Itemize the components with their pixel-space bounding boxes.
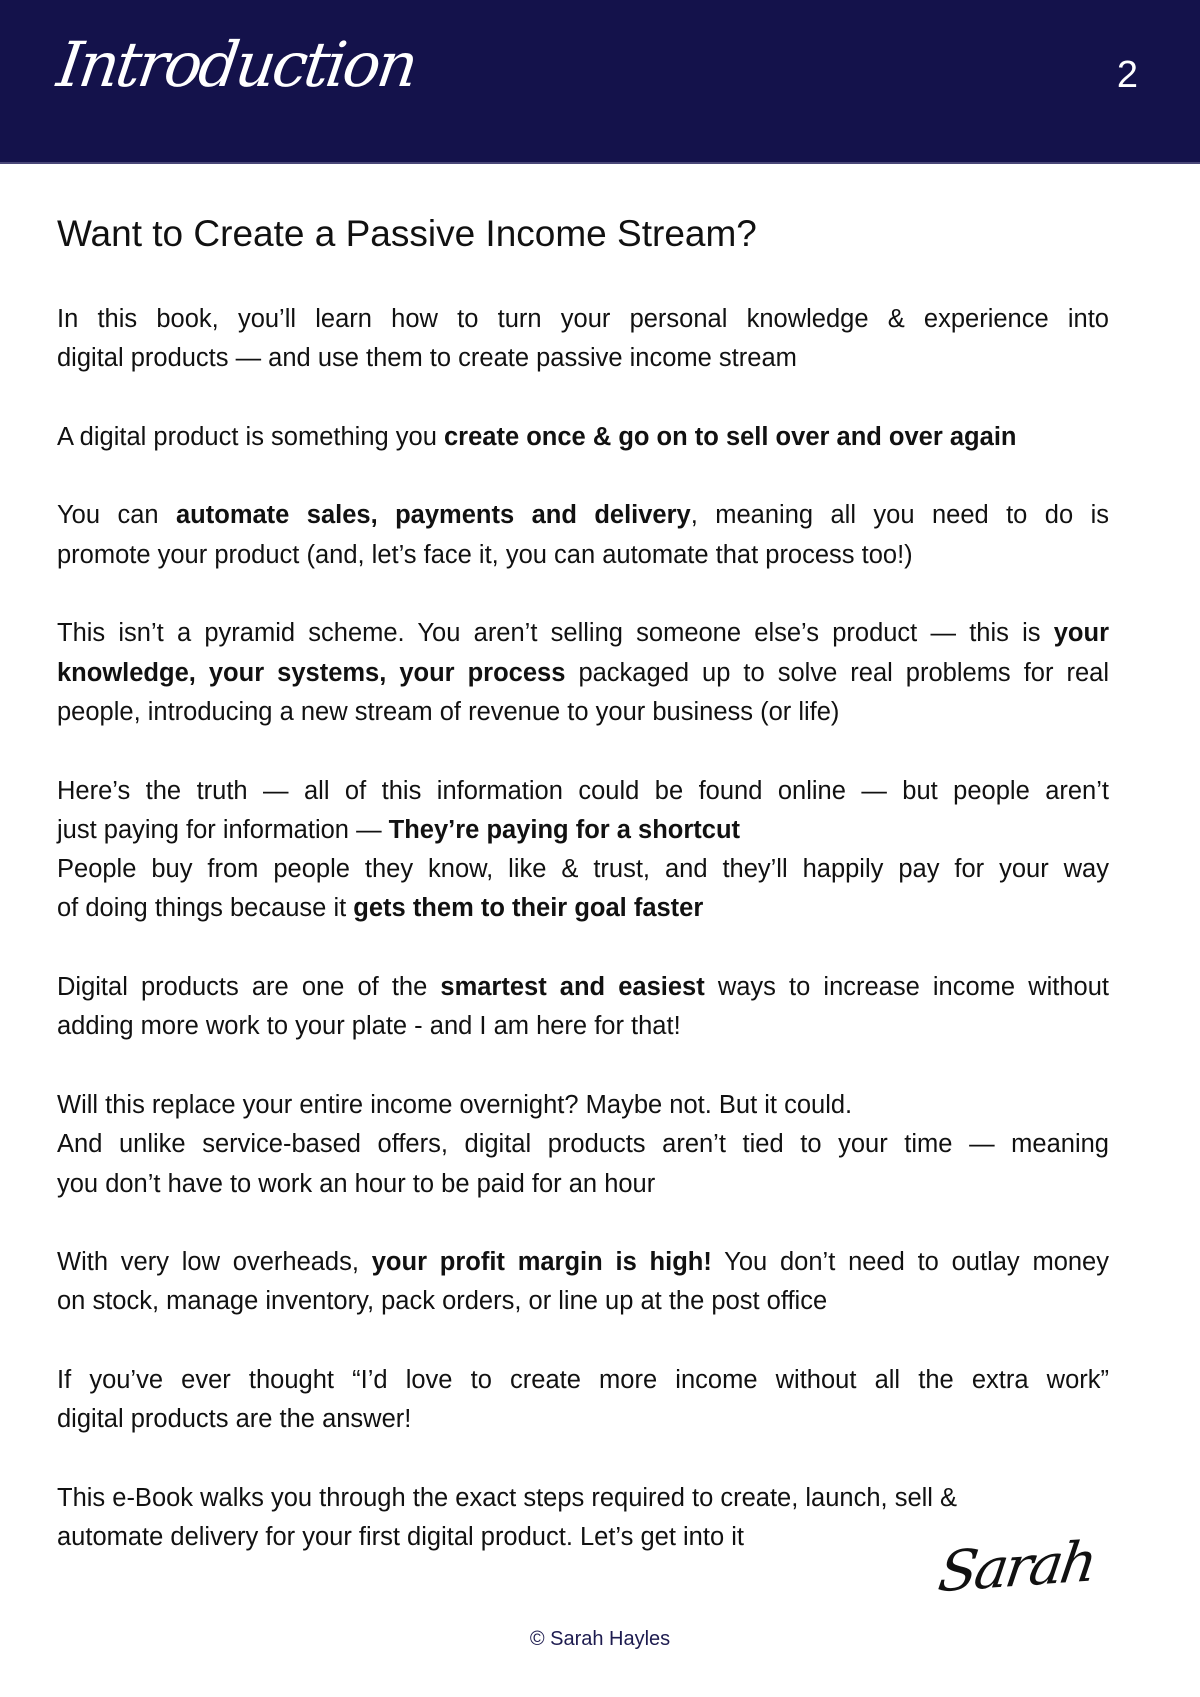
copyright-footer: © Sarah Hayles bbox=[529, 1628, 671, 1650]
body-text: you don’t have to work an hour to be paid for an hour bbox=[57, 1169, 656, 1198]
text-line bbox=[57, 654, 1109, 693]
body-text: digital products are the answer! bbox=[57, 1405, 412, 1434]
text-line bbox=[57, 1400, 1109, 1439]
emphasis-text: smartest and easiest bbox=[440, 973, 705, 1002]
text-line bbox=[57, 772, 1109, 811]
body-text: of doing things because it bbox=[57, 894, 354, 923]
page-heading: Want to Create a Passive Income Stream? bbox=[57, 213, 757, 254]
text-line bbox=[57, 1361, 1109, 1400]
text-line bbox=[57, 300, 1109, 339]
page-header bbox=[0, 0, 1200, 164]
text-line bbox=[57, 614, 1109, 653]
body-text: In this book, you’ll learn how to turn your personal knowledge & experience into bbox=[57, 305, 1109, 333]
body-text: packaged up to solve real problems for real bbox=[565, 658, 1109, 687]
body-paragraph bbox=[57, 1361, 1109, 1440]
text-line bbox=[57, 1243, 1109, 1282]
page-content bbox=[57, 208, 1109, 1597]
emphasis-text: gets them to their goal faster bbox=[353, 894, 704, 923]
body-text: And unlike service-based offers, digital products aren’t tied to your time — meaning bbox=[57, 1130, 1109, 1159]
body-text: You don’t need to outlay money bbox=[711, 1248, 1109, 1277]
body-text: just paying for information — bbox=[57, 815, 389, 844]
body-text: automate delivery for your first digital product. Let’s get into it bbox=[57, 1523, 744, 1552]
page-number: 2 bbox=[1116, 54, 1138, 96]
body-paragraph bbox=[57, 968, 1109, 1047]
emphasis-text: They’re paying for a shortcut bbox=[388, 815, 741, 844]
text-line bbox=[57, 889, 1109, 928]
body-text: People buy from people they know, like & trust, and they’ll happily pay for your way bbox=[57, 855, 1109, 884]
body-text: promote your product (and, let’s face it, you can automate that process too!) bbox=[57, 540, 913, 569]
body-text: A digital product is something you bbox=[57, 422, 444, 451]
emphasis-text: knowledge, your systems, your process bbox=[57, 658, 566, 687]
text-line bbox=[57, 496, 1109, 535]
text-line bbox=[57, 1007, 1109, 1046]
body-paragraph bbox=[57, 772, 1109, 929]
text-line bbox=[57, 968, 1109, 1007]
body-text: You can bbox=[57, 501, 176, 530]
emphasis-text: your bbox=[1053, 619, 1109, 648]
text-line bbox=[57, 1165, 1109, 1204]
body-paragraph bbox=[57, 614, 1109, 732]
text-line bbox=[57, 536, 1109, 575]
text-line bbox=[57, 1282, 1109, 1321]
body-text: on stock, manage inventory, pack orders, or line up at the post office bbox=[57, 1287, 828, 1316]
body-paragraph bbox=[57, 300, 1109, 379]
body-text: With very low overheads, bbox=[57, 1248, 372, 1277]
body-paragraph bbox=[57, 1086, 1109, 1204]
text-line bbox=[57, 850, 1109, 889]
text-line bbox=[57, 811, 1109, 850]
body-text: This e-Book walks you through the exact steps required to create, launch, sell & bbox=[57, 1483, 958, 1512]
emphasis-text: your profit margin is high! bbox=[371, 1248, 712, 1277]
body-text: This isn’t a pyramid scheme. You aren’t selling someone else’s product — this is bbox=[57, 619, 1054, 648]
body-text: Will this replace your entire income overnight? Maybe not. But it could. bbox=[57, 1090, 853, 1119]
text-line bbox=[57, 418, 1109, 457]
body-text: Here’s the truth — all of this information could be found online — but people aren’t bbox=[57, 776, 1109, 805]
text-line bbox=[57, 1479, 1109, 1518]
body-text: people, introducing a new stream of revenue to your business (or life) bbox=[57, 697, 840, 726]
body-text: If you’ve ever thought “I’d love to create more income without all the extra work” bbox=[57, 1366, 1109, 1395]
body-text: ways to increase income without bbox=[704, 973, 1109, 1002]
body-paragraph bbox=[57, 418, 1109, 457]
text-line bbox=[57, 693, 1109, 732]
body-text: Digital products are one of the bbox=[57, 973, 441, 1002]
signature: Sarah bbox=[934, 1529, 1099, 1606]
text-line bbox=[57, 339, 1109, 378]
body-text: , meaning all you need to do is bbox=[690, 501, 1109, 530]
body-text: adding more work to your plate - and I am here for that! bbox=[57, 1012, 681, 1041]
emphasis-text: automate sales, payments and delivery bbox=[176, 501, 691, 530]
body-paragraphs bbox=[57, 300, 1109, 1558]
section-title: Introduction bbox=[52, 28, 420, 101]
text-line bbox=[57, 1086, 1109, 1125]
emphasis-text: create once & go on to sell over and over again bbox=[443, 422, 1017, 451]
body-text: digital products — and use them to create passive income stream bbox=[57, 344, 797, 373]
body-paragraph bbox=[57, 496, 1109, 575]
text-line bbox=[57, 1125, 1109, 1164]
body-paragraph bbox=[57, 1243, 1109, 1322]
